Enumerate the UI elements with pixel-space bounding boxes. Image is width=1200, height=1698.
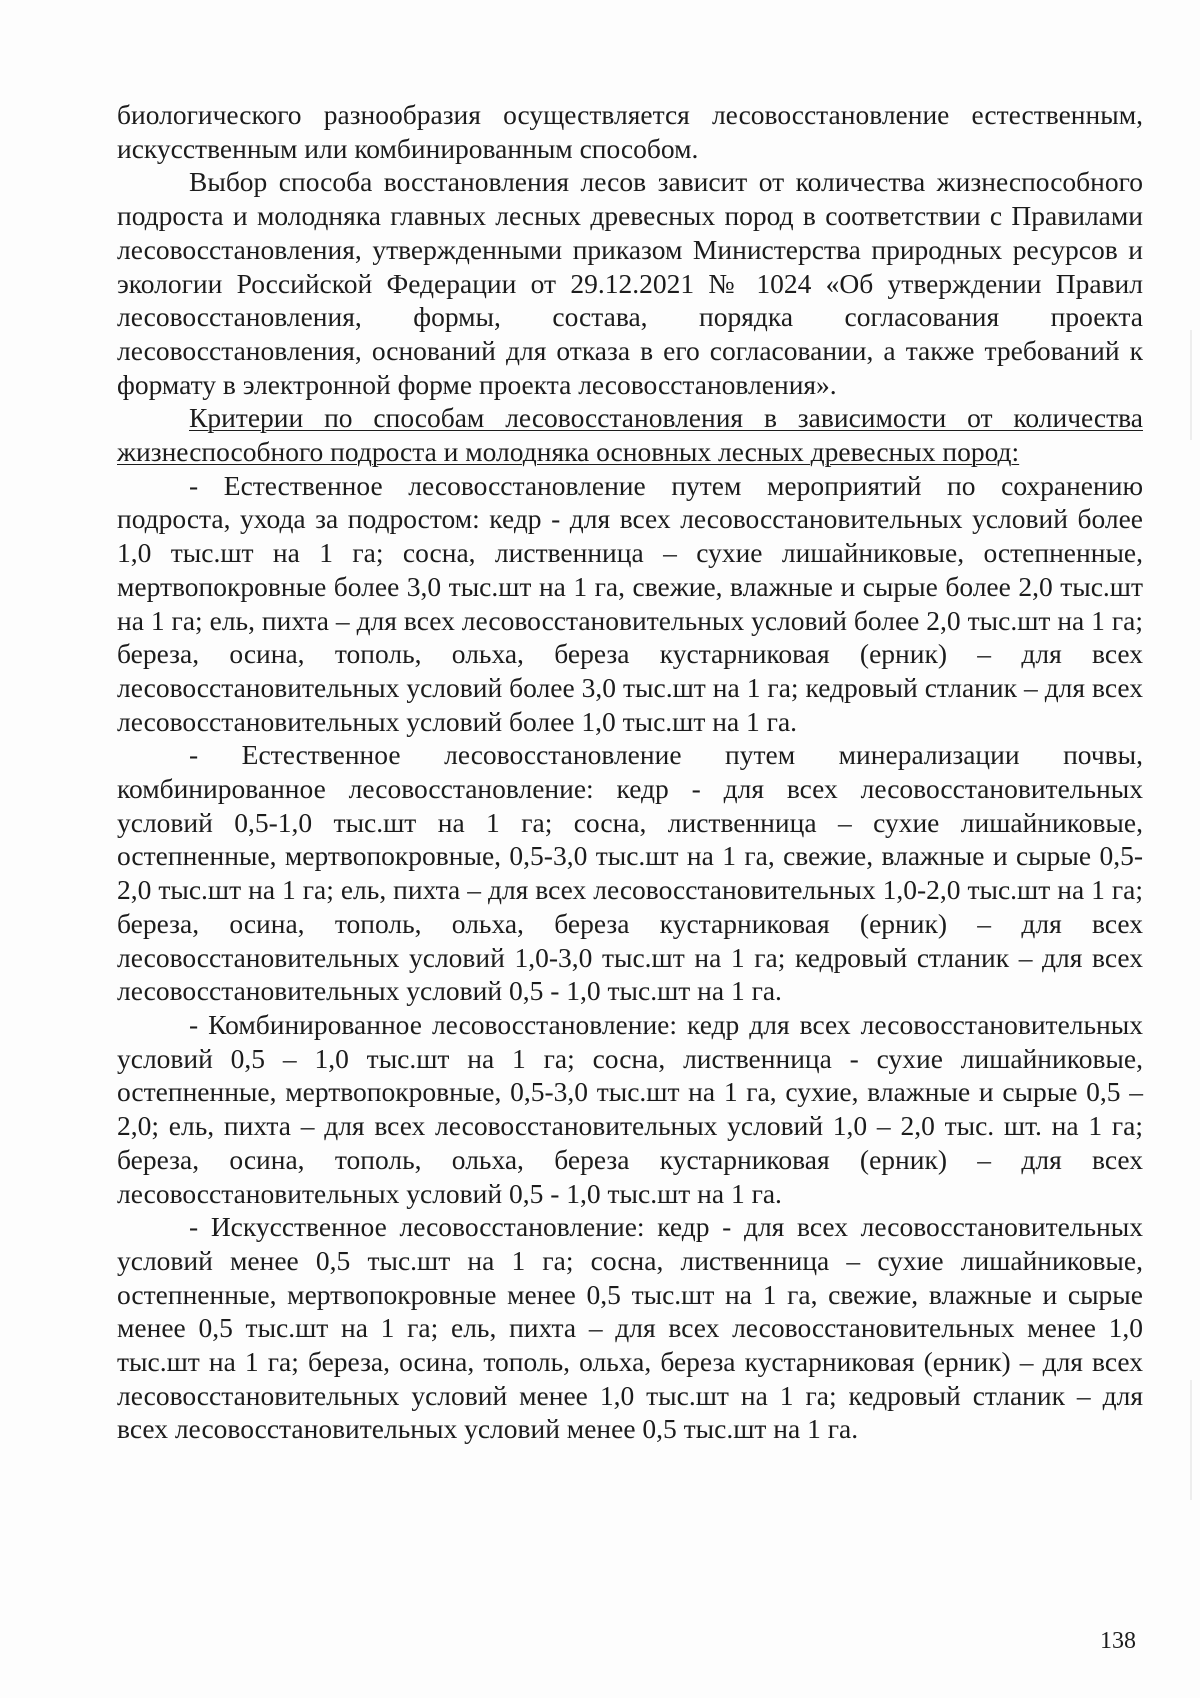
paragraph-continuation: биологического разнообразия осуществляется лесовосстановление естественным, искусственным или комбинированным способом. — [117, 99, 1143, 164]
scan-edge-mark — [1190, 330, 1192, 440]
paragraph-method-choice: Выбор способа восстановления лесов зависит от количества жизнеспособного подроста и молодняка главных лесных древесных пород в соответствии с Правилами лесовосстановления, утвержденными приказом Министерства природных ресурсов и экологии Российской Федерации от 29.12.2021 № 1024 «Об утверждении Правил лесовосстановления, формы, состава, порядка согласования проекта лесовосстановления, оснований для отказа в его согласовании, а также требований к формату в электронной форме проекта лесовосстановления». — [117, 166, 1143, 400]
paragraph-natural-preservation: - Естественное лесовосстановление путем мероприятий по сохранению подроста, ухода за подростом: кедр - для всех лесовосстановительных условий более 1,0 тыс.шт на 1 га; сосна, лиственница – сухие лишайниковые, остепненные, мертвопокровные более 3,0 тыс.шт на 1 га, свежие, влажные и сырые более 2,0 тыс.шт на 1 га; ель, пихта – для всех лесовосстановительных условий более 2,0 тыс.шт на 1 га; береза, осина, тополь, ольха, береза кустарниковая (ерник) – для всех лесовосстановительных условий более 3,0 тыс.шт на 1 га; кедровый стланик – для всех лесовосстановительных условий более 1,0 тыс.шт на 1 га. — [117, 469, 1143, 737]
paragraph-artificial: - Искусственное лесовосстановление: кедр - для всех лесовосстановительных условий менее 0,5 тыс.шт на 1 га; сосна, лиственница – сухие лишайниковые, остепненные, мертвопокровные менее 0,5 тыс.шт на 1 га, свежие, влажные и сырые менее 0,5 тыс.шт на 1 га; ель, пихта – для всех лесовосстановительных менее 1,0 тыс.шт на 1 га; береза, осина, тополь, ольха, береза кустарниковая (ерник) – для всех лесовосстановительных условий менее 1,0 тыс.шт на 1 га; кедровый стланик – для всех лесовосстановительных условий менее 0,5 тыс.шт на 1 га. — [117, 1211, 1143, 1445]
scan-edge-mark — [1190, 1380, 1192, 1500]
paragraph-criteria-heading: Критерии по способам лесовосстановления в зависимости от количества жизнеспособного подроста и молодняка основных лесных древесных пород: — [117, 402, 1143, 468]
page-number: 138 — [1100, 1628, 1136, 1654]
document-body — [117, 98, 1143, 1446]
paragraph-combined: - Комбинированное лесовосстановление: кедр для всех лесовосстановительных условий 0,5 – 1,0 тыс.шт на 1 га; сосна, лиственница - сухие лишайниковые, остепненные, мертвопокровные, 0,5-3,0 тыс.шт на 1 га, сухие, влажные и сырые 0,5 – 2,0; ель, пихта – для всех лесовосстановительных условий 1,0 – 2,0 тыс. шт. на 1 га; береза, осина, тополь, ольха, береза кустарниковая (ерник) – для всех лесовосстановительных условий 0,5 - 1,0 тыс.шт на 1 га. — [117, 1008, 1143, 1209]
paragraph-natural-mineralization: - Естественное лесовосстановление путем минерализации почвы, комбинированное лесовосстановление: кедр - для всех лесовосстановительных условий 0,5-1,0 тыс.шт на 1 га; сосна, лиственница – сухие лишайниковые, остепненные, мертвопокровные, 0,5-3,0 тыс.шт на 1 га, свежие, влажные и сырые 0,5-2,0 тыс.шт на 1 га; ель, пихта – для всех лесовосстановительных 1,0-2,0 тыс.шт на 1 га; береза, осина, тополь, ольха, береза кустарниковая (ерник) – для всех лесовосстановительных условий 1,0-3,0 тыс.шт на 1 га; кедровый стланик – для всех лесовосстановительных условий 0,5 - 1,0 тыс.шт на 1 га. — [117, 739, 1143, 1007]
